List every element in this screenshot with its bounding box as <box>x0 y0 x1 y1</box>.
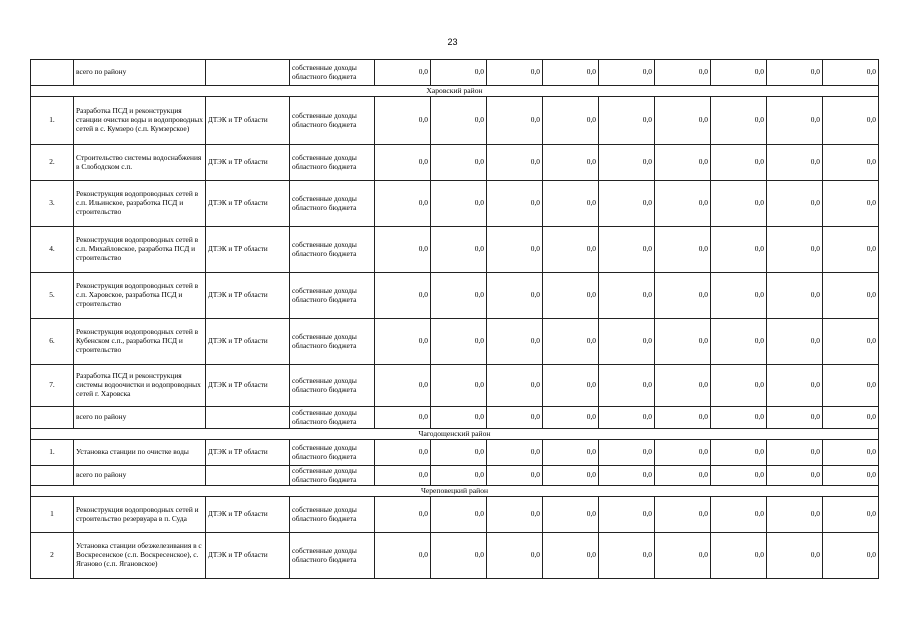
value-cell: 0,0 <box>543 319 599 365</box>
value-cell: 0,0 <box>599 97 655 145</box>
value-cell: 0,0 <box>599 365 655 407</box>
organization-cell: ДТЭК и ТР области <box>206 319 290 365</box>
organization-cell: ДТЭК и ТР области <box>206 227 290 273</box>
value-cell: 0,0 <box>599 227 655 273</box>
value-cell: 0,0 <box>487 181 543 227</box>
page-number: 23 <box>447 37 458 47</box>
row-number-cell: 2 <box>31 533 74 579</box>
value-cell: 0,0 <box>487 97 543 145</box>
organization-cell: ДТЭК и ТР области <box>206 365 290 407</box>
funding-source-cell: собственные доходы областного бюджета <box>290 365 375 407</box>
value-cell: 0,0 <box>599 533 655 579</box>
value-cell: 0,0 <box>431 181 487 227</box>
section-title: Чагодощенский район <box>31 429 879 440</box>
value-cell: 0,0 <box>375 466 431 486</box>
value-cell: 0,0 <box>711 407 767 429</box>
row-number-cell <box>31 407 74 429</box>
value-cell: 0,0 <box>655 145 711 181</box>
funding-source-cell: собственные доходы областного бюджета <box>290 319 375 365</box>
organization-cell: ДТЭК и ТР области <box>206 497 290 533</box>
value-cell: 0,0 <box>431 407 487 429</box>
value-cell: 0,0 <box>543 365 599 407</box>
value-cell: 0,0 <box>487 273 543 319</box>
value-cell: 0,0 <box>543 181 599 227</box>
funding-source-cell: собственные доходы областного бюджета <box>290 273 375 319</box>
value-cell: 0,0 <box>543 145 599 181</box>
value-cell: 0,0 <box>767 365 823 407</box>
value-cell: 0,0 <box>375 319 431 365</box>
table-row <box>31 145 879 181</box>
funding-source-cell: собственные доходы областного бюджета <box>290 145 375 181</box>
value-cell: 0,0 <box>431 319 487 365</box>
funding-source-cell: собственные доходы областного бюджета <box>290 533 375 579</box>
table-row <box>31 497 879 533</box>
value-cell: 0,0 <box>823 497 879 533</box>
value-cell: 0,0 <box>431 466 487 486</box>
value-cell: 0,0 <box>431 497 487 533</box>
value-cell: 0,0 <box>599 440 655 466</box>
funding-source-cell: собственные доходы областного бюджета <box>290 227 375 273</box>
value-cell: 0,0 <box>487 60 543 86</box>
value-cell: 0,0 <box>543 407 599 429</box>
value-cell: 0,0 <box>431 60 487 86</box>
table-row <box>31 97 879 145</box>
row-name-cell: Реконструкция водопроводных сетей и строительство резервуара в п. Суда <box>74 497 206 533</box>
value-cell: 0,0 <box>543 273 599 319</box>
value-cell: 0,0 <box>487 145 543 181</box>
value-cell: 0,0 <box>711 97 767 145</box>
row-name-cell: Строительство системы водоснабжения в Слободском с.п. <box>74 145 206 181</box>
value-cell: 0,0 <box>375 497 431 533</box>
value-cell: 0,0 <box>655 440 711 466</box>
value-cell: 0,0 <box>375 181 431 227</box>
value-cell: 0,0 <box>431 273 487 319</box>
total-row <box>31 407 879 429</box>
value-cell: 0,0 <box>487 497 543 533</box>
row-name-cell: Реконструкция водопроводных сетей в Кубенском с.п., разработка ПСД и строительство <box>74 319 206 365</box>
organization-cell: ДТЭК и ТР области <box>206 145 290 181</box>
budget-table <box>30 59 879 579</box>
value-cell: 0,0 <box>711 227 767 273</box>
value-cell: 0,0 <box>767 97 823 145</box>
value-cell: 0,0 <box>711 365 767 407</box>
value-cell: 0,0 <box>599 145 655 181</box>
value-cell: 0,0 <box>823 145 879 181</box>
row-number-cell: 7. <box>31 365 74 407</box>
row-number-cell <box>31 466 74 486</box>
value-cell: 0,0 <box>375 145 431 181</box>
row-number-cell: 1. <box>31 97 74 145</box>
value-cell: 0,0 <box>375 227 431 273</box>
funding-source-cell: собственные доходы областного бюджета <box>290 60 375 86</box>
value-cell: 0,0 <box>711 533 767 579</box>
value-cell: 0,0 <box>823 466 879 486</box>
value-cell: 0,0 <box>599 181 655 227</box>
section-header-row <box>31 486 879 497</box>
organization-cell: ДТЭК и ТР области <box>206 97 290 145</box>
value-cell: 0,0 <box>711 273 767 319</box>
row-number-cell: 3. <box>31 181 74 227</box>
value-cell: 0,0 <box>823 181 879 227</box>
value-cell: 0,0 <box>543 60 599 86</box>
section-title: Череповецкий район <box>31 486 879 497</box>
organization-cell: ДТЭК и ТР области <box>206 181 290 227</box>
value-cell: 0,0 <box>823 227 879 273</box>
row-number-cell: 1. <box>31 440 74 466</box>
value-cell: 0,0 <box>487 533 543 579</box>
funding-source-cell: собственные доходы областного бюджета <box>290 181 375 227</box>
organization-cell <box>206 60 290 86</box>
value-cell: 0,0 <box>823 97 879 145</box>
row-name-cell: всего по району <box>74 466 206 486</box>
row-number-cell: 5. <box>31 273 74 319</box>
value-cell: 0,0 <box>543 497 599 533</box>
value-cell: 0,0 <box>599 319 655 365</box>
funding-source-cell: собственные доходы областного бюджета <box>290 497 375 533</box>
row-number-cell: 6. <box>31 319 74 365</box>
value-cell: 0,0 <box>767 60 823 86</box>
value-cell: 0,0 <box>767 181 823 227</box>
value-cell: 0,0 <box>599 466 655 486</box>
value-cell: 0,0 <box>655 497 711 533</box>
table-row <box>31 440 879 466</box>
organization-cell: ДТЭК и ТР области <box>206 533 290 579</box>
value-cell: 0,0 <box>431 227 487 273</box>
value-cell: 0,0 <box>375 97 431 145</box>
value-cell: 0,0 <box>375 365 431 407</box>
total-row <box>31 466 879 486</box>
organization-cell <box>206 466 290 486</box>
row-name-cell: всего по району <box>74 407 206 429</box>
value-cell: 0,0 <box>655 227 711 273</box>
row-name-cell: Реконструкция водопроводных сетей в с.п. Михайловское, разработка ПСД и строительство <box>74 227 206 273</box>
value-cell: 0,0 <box>543 533 599 579</box>
row-name-cell: Установка станции обезжелезивания в с Воскресенское (с.п. Воскресенское), с. Яганово (с.п. Ягановское) <box>74 533 206 579</box>
table-row <box>31 273 879 319</box>
total-row <box>31 60 879 86</box>
value-cell: 0,0 <box>375 273 431 319</box>
row-name-cell: Разработка ПСД и реконструкция станции очистки воды и водопроводных сетей в с. Кумзеро (с.п. Кумзерское) <box>74 97 206 145</box>
value-cell: 0,0 <box>767 533 823 579</box>
value-cell: 0,0 <box>487 365 543 407</box>
table-row <box>31 319 879 365</box>
funding-source-cell: собственные доходы областного бюджета <box>290 97 375 145</box>
value-cell: 0,0 <box>431 533 487 579</box>
value-cell: 0,0 <box>823 60 879 86</box>
row-name-cell: Реконструкция водопроводных сетей в с.п. Ильинское, разработка ПСД и строительство <box>74 181 206 227</box>
value-cell: 0,0 <box>655 365 711 407</box>
section-header-row <box>31 429 879 440</box>
value-cell: 0,0 <box>767 497 823 533</box>
value-cell: 0,0 <box>375 533 431 579</box>
value-cell: 0,0 <box>543 97 599 145</box>
value-cell: 0,0 <box>655 273 711 319</box>
organization-cell: ДТЭК и ТР области <box>206 440 290 466</box>
table-row <box>31 181 879 227</box>
row-name-cell: Разработка ПСД и реконструкция системы водоочистки и водопроводных сетей г. Харовска <box>74 365 206 407</box>
value-cell: 0,0 <box>767 319 823 365</box>
row-number-cell <box>31 60 74 86</box>
funding-source-cell: собственные доходы областного бюджета <box>290 466 375 486</box>
row-name-cell: всего по району <box>74 60 206 86</box>
value-cell: 0,0 <box>767 466 823 486</box>
value-cell: 0,0 <box>655 466 711 486</box>
value-cell: 0,0 <box>487 407 543 429</box>
value-cell: 0,0 <box>711 440 767 466</box>
value-cell: 0,0 <box>767 407 823 429</box>
value-cell: 0,0 <box>823 365 879 407</box>
value-cell: 0,0 <box>375 440 431 466</box>
row-name-cell: Установка станции по очистке воды <box>74 440 206 466</box>
value-cell: 0,0 <box>543 466 599 486</box>
value-cell: 0,0 <box>599 497 655 533</box>
value-cell: 0,0 <box>543 227 599 273</box>
value-cell: 0,0 <box>655 97 711 145</box>
value-cell: 0,0 <box>543 440 599 466</box>
value-cell: 0,0 <box>655 60 711 86</box>
value-cell: 0,0 <box>823 440 879 466</box>
section-title: Харовский район <box>31 86 879 97</box>
row-number-cell: 4. <box>31 227 74 273</box>
value-cell: 0,0 <box>487 466 543 486</box>
table-row <box>31 533 879 579</box>
row-name-cell: Реконструкция водопроводных сетей в с.п. Харовское, разработка ПСД и строительство <box>74 273 206 319</box>
value-cell: 0,0 <box>655 181 711 227</box>
section-header-row <box>31 86 879 97</box>
value-cell: 0,0 <box>431 365 487 407</box>
funding-source-cell: собственные доходы областного бюджета <box>290 407 375 429</box>
value-cell: 0,0 <box>823 273 879 319</box>
value-cell: 0,0 <box>823 533 879 579</box>
value-cell: 0,0 <box>767 227 823 273</box>
row-number-cell: 1 <box>31 497 74 533</box>
value-cell: 0,0 <box>375 407 431 429</box>
value-cell: 0,0 <box>487 440 543 466</box>
value-cell: 0,0 <box>711 60 767 86</box>
value-cell: 0,0 <box>823 407 879 429</box>
value-cell: 0,0 <box>431 97 487 145</box>
value-cell: 0,0 <box>487 227 543 273</box>
value-cell: 0,0 <box>655 319 711 365</box>
table-row <box>31 227 879 273</box>
organization-cell: ДТЭК и ТР области <box>206 273 290 319</box>
value-cell: 0,0 <box>599 273 655 319</box>
value-cell: 0,0 <box>655 407 711 429</box>
value-cell: 0,0 <box>767 273 823 319</box>
value-cell: 0,0 <box>767 145 823 181</box>
value-cell: 0,0 <box>655 533 711 579</box>
value-cell: 0,0 <box>823 319 879 365</box>
value-cell: 0,0 <box>711 497 767 533</box>
value-cell: 0,0 <box>711 181 767 227</box>
value-cell: 0,0 <box>599 407 655 429</box>
table-row <box>31 365 879 407</box>
value-cell: 0,0 <box>599 60 655 86</box>
funding-source-cell: собственные доходы областного бюджета <box>290 440 375 466</box>
value-cell: 0,0 <box>767 440 823 466</box>
value-cell: 0,0 <box>431 145 487 181</box>
value-cell: 0,0 <box>711 319 767 365</box>
row-number-cell: 2. <box>31 145 74 181</box>
organization-cell <box>206 407 290 429</box>
value-cell: 0,0 <box>487 319 543 365</box>
value-cell: 0,0 <box>711 145 767 181</box>
value-cell: 0,0 <box>711 466 767 486</box>
value-cell: 0,0 <box>431 440 487 466</box>
value-cell: 0,0 <box>375 60 431 86</box>
